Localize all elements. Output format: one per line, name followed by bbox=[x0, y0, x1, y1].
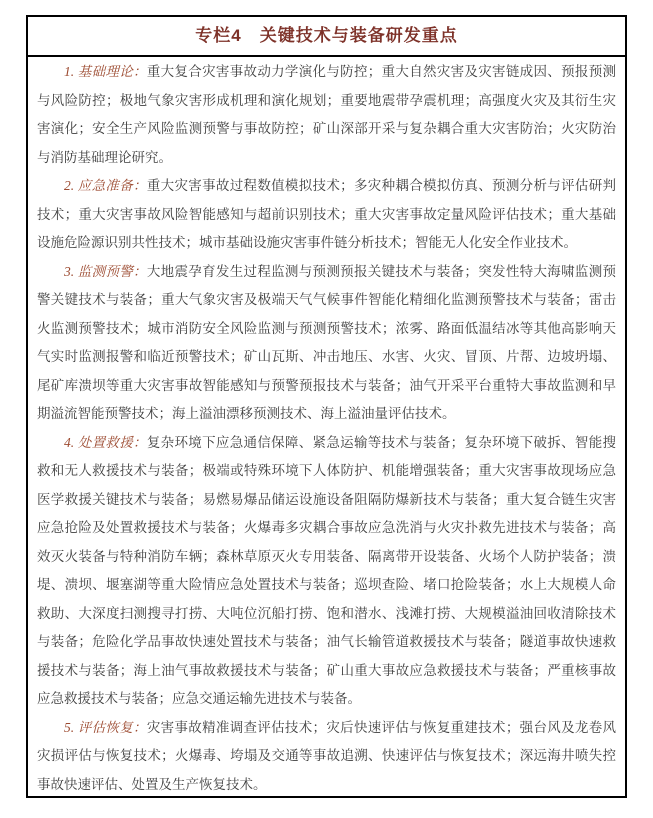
paragraph-emergency-preparation bbox=[37, 172, 616, 258]
paragraph-text: 大地震孕育发生过程监测与预测预报关键技术与装备；突发性特大海啸监测预警关键技术与装备；重大气象灾害及极端天气气候事件智能化精细化监测预警技术与装备；雷击火监测预警技术；城市消防安全风险监测与预测预警技术；浓雾、路面低温结冰等其他高影响天气实时监测报警和临近预警技术；矿山瓦斯、冲击地压、水害、火灾、冒顶、片帮、边坡坍塌、尾矿库溃坝等重大灾害事故智能感知与预警预报技术与装备；油气开采平台重特大事故监测和早期溢流智能预警技术；海上溢油漂移预测技术、海上溢油量评估技术。 bbox=[37, 263, 617, 421]
paragraph-label: 2. 应急准备： bbox=[64, 178, 147, 193]
paragraph-disposal-rescue bbox=[37, 429, 616, 714]
paragraph-text: 灾害事故精准调查评估技术；灾后快速评估与恢复重建技术；强台风及龙卷风灾损评估与恢复技术；火爆毒、垮塌及交通等事故追溯、快速评估与恢复技术；深远海井喷失控事故快速评估、处置及生产恢复技术。 bbox=[37, 719, 617, 792]
paragraph-label: 1. 基础理论： bbox=[64, 64, 147, 79]
paragraph-text: 重大复合灾害事故动力学演化与防控；重大自然灾害及灾害链成因、预报预测与风险防控；极地气象灾害形成机理和演化规划；重要地震带孕震机理；高强度火灾及其衍生灾害演化；安全生产风险监测预警与事故防控；矿山深部开采与复杂耦合重大灾害防治；火灾防治与消防基础理论研究。 bbox=[37, 64, 617, 165]
panel-body bbox=[28, 57, 625, 796]
paragraph-label: 3. 监测预警： bbox=[64, 263, 147, 279]
paragraph-monitoring-warning bbox=[37, 258, 616, 429]
panel-title: 专栏4 关键技术与装备研发重点 bbox=[28, 17, 625, 57]
paragraph-text: 重大灾害事故过程数值模拟技术；多灾种耦合模拟仿真、预测分析与评估研判技术；重大灾害事故风险智能感知与超前识别技术；重大灾害事故定量风险评估技术；重大基础设施危险源识别共性技术；城市基础设施灾害事件链分析技术；智能无人化安全作业技术。 bbox=[37, 178, 617, 250]
paragraph-label: 5. 评估恢复： bbox=[64, 719, 147, 735]
paragraph-label: 4. 处置救援： bbox=[64, 434, 147, 450]
column-panel bbox=[26, 15, 627, 798]
paragraph-basic-theory bbox=[37, 58, 616, 172]
paragraph-text: 复杂环境下应急通信保障、紧急运输等技术与装备；复杂环境下破拆、智能搜救和无人救援技术与装备；极端或特殊环境下人体防护、机能增强装备；重大灾害事故现场应急医学救援关键技术与装备；易燃易爆品储运设施设备阻隔防爆新技术与装备；重大复合链生灾害应急抢险及处置救援技术与装备；火爆毒多灾耦合事故应急洗消与火灾扑救先进技术与装备；高效灭火装备与特种消防车辆；森林草原灭火专用装备、隔离带开设装备、火场个人防护装备；溃堤、溃坝、堰塞湖等重大险情应急处置技术与装备；巡坝查险、堵口抢险装备；水上大规模人命救助、大深度扫测搜寻打捞、大吨位沉船打捞、饱和潜水、浅滩打捞、大规模溢油回收清除技术与装备；危险化学品事故快速处置技术与装备；油气长输管道救援技术与装备；隧道事故快速救援技术与装备；海上油气事故救援技术与装备；矿山重大事故应急救援技术与装备；严重核事故应急救援技术与装备；应急交通运输先进技术与装备。 bbox=[37, 434, 617, 706]
paragraph-assessment-recovery bbox=[37, 714, 616, 797]
